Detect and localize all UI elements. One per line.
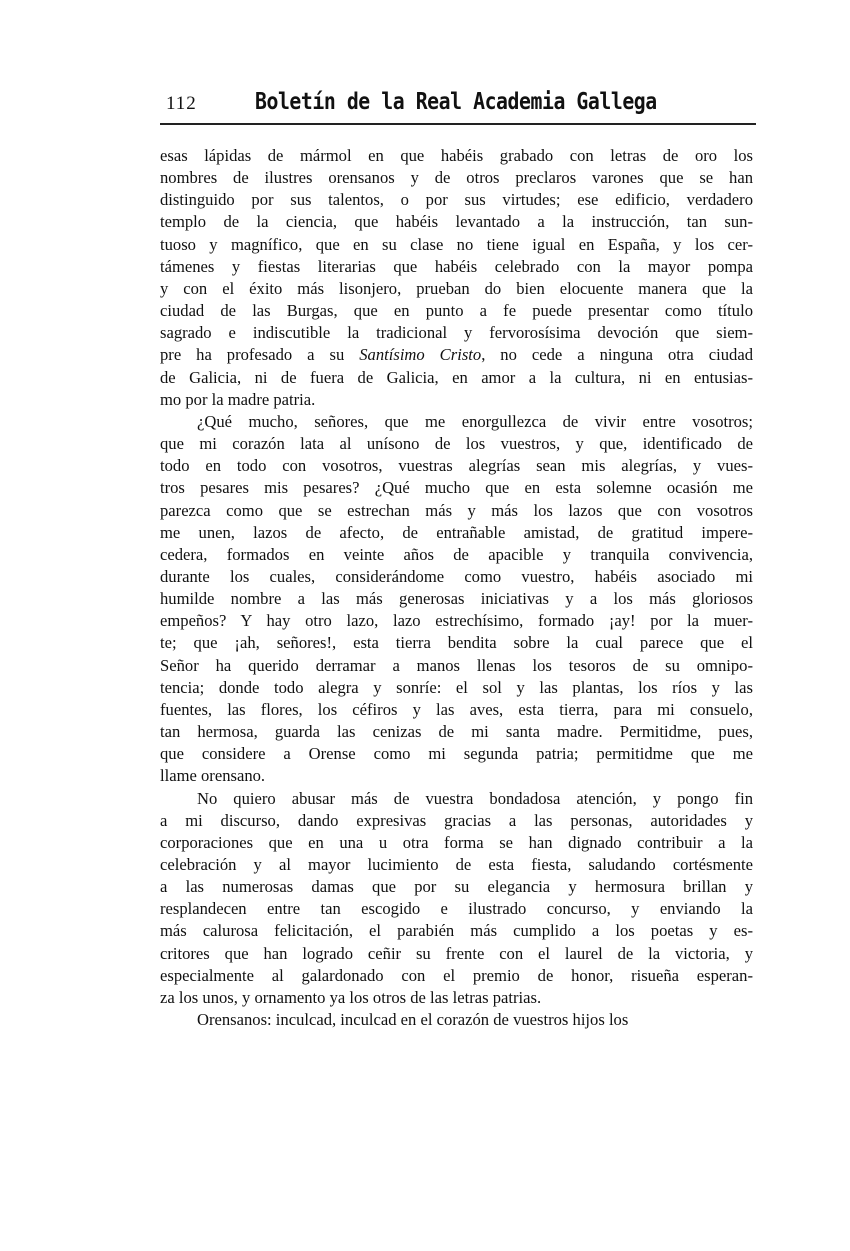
text-line: a mi discurso, dando expresivas gracias a las personas, autoridades y bbox=[160, 810, 753, 830]
paragraph bbox=[160, 1009, 753, 1031]
page-number: 112 bbox=[166, 93, 197, 114]
text-line: y con el éxito más lisonjero, prueban do bien elocuente manera que la bbox=[160, 278, 753, 298]
text-line: resplandecen entre tan escogido e ilustrado concurso, y enviando la bbox=[160, 899, 753, 919]
text-line: parezca como que se estrechan más y más los lazos que con vosotros bbox=[160, 500, 753, 520]
text-line: te; que ¡ah, señores!, esta tierra bendita sobre la cual parece que el bbox=[160, 633, 753, 653]
text-line: todo en todo con vosotros, vuestras alegrías sean mis alegrías, y vues- bbox=[160, 456, 753, 476]
text-line: humilde nombre a las más generosas iniciativas y a los más gloriosos bbox=[160, 589, 753, 609]
text-line: esas lápidas de mármol en que habéis grabado con letras de oro los bbox=[160, 146, 753, 165]
text-line: ¿Qué mucho, señores, que me enorgullezca de vivir entre vosotros; bbox=[197, 411, 753, 431]
text-line: nombres de ilustres orensanos y de otros preclaros varones que se han bbox=[160, 168, 753, 188]
text-line: sagrado e indiscutible la tradicional y fervorosísima devoción que siem- bbox=[160, 323, 753, 343]
text-line: celebración y al mayor lucimiento de esta fiesta, saludando cortésmente bbox=[160, 855, 753, 874]
text-line: za los unos, y ornamento ya los otros de las letras patrias. bbox=[160, 987, 542, 1007]
text-line: No quiero abusar más de vuestra bondadosa atención, y pongo fin bbox=[197, 788, 753, 808]
body-text bbox=[160, 145, 753, 1031]
text-line: critores que han logrado ceñir su frente con el laurel de la victoria, y bbox=[160, 943, 753, 963]
paragraph bbox=[160, 411, 753, 788]
text-line: tuoso y magnífico, que en su clase no tiene igual en España, y los cer- bbox=[160, 234, 753, 254]
text-line: Orensanos: inculcad, inculcad en el corazón de vuestros hijos los bbox=[197, 1010, 629, 1030]
text-line: tan hermosa, guarda las cenizas de mi santa madre. Permitidme, pues, bbox=[160, 722, 753, 742]
text-line: Señor ha querido derramar a manos llenas los tesoros de su omnipo- bbox=[160, 655, 753, 675]
text-line: mo por la madre patria. bbox=[160, 389, 316, 409]
paragraph bbox=[160, 145, 753, 411]
header-rule bbox=[160, 123, 756, 125]
paragraph bbox=[160, 788, 753, 1010]
text-line: durante los cuales, considerándome como vuestro, habéis asociado mi bbox=[160, 566, 753, 586]
text-line: distinguido por sus talentos, o por sus virtudes; ese edificio, verdadero bbox=[160, 190, 753, 210]
text-line: llame orensano. bbox=[160, 766, 266, 786]
text-line: me unen, lazos de afecto, de entrañable amistad, de gratitud impere- bbox=[160, 522, 753, 542]
text-line: cedera, formados en veinte años de apacible y tranquila convivencia, bbox=[160, 544, 753, 564]
text-line: tros pesares mis pesares? ¿Qué mucho que en esta solemne ocasión me bbox=[160, 478, 753, 498]
text-line: a las numerosas damas que por su elegancia y hermosura brillan y bbox=[160, 877, 753, 897]
text-line: ciudad de las Burgas, que en punto a fe puede presentar como título bbox=[160, 301, 753, 321]
text-line: pre ha profesado a su Santísimo Cristo, no cede a ninguna otra ciudad bbox=[160, 345, 753, 365]
text-line: fuentes, las flores, los céfiros y las aves, esta tierra, para mi consuelo, bbox=[160, 699, 753, 719]
text-line: tencia; donde todo alegra y sonríe: el sol y las plantas, los ríos y las bbox=[160, 677, 753, 697]
text-line: templo de la ciencia, que habéis levantado a la instrucción, tan sun- bbox=[160, 212, 753, 232]
text-line: corporaciones que en una u otra forma se han dignado contribuir a la bbox=[160, 832, 753, 852]
running-title: Boletín de la Real Academia Gallega bbox=[255, 89, 657, 115]
text-line: que considere a Orense como mi segunda patria; permitidme que me bbox=[160, 744, 753, 764]
text-line: que mi corazón lata al unísono de los vuestros, y que, identificado de bbox=[160, 434, 753, 454]
text-line: especialmente al galardonado con el premio de honor, risueña esperan- bbox=[160, 965, 753, 985]
text-line: empeños? Y hay otro lazo, lazo estrechísimo, formado ¡ay! por la muer- bbox=[160, 611, 753, 631]
text-line: de Galicia, ni de fuera de Galicia, en amor a la cultura, ni en entusias- bbox=[160, 367, 753, 387]
text-line: támenes y fiestas literarias que habéis celebrado con la mayor pompa bbox=[160, 256, 753, 276]
italic-text: Santísimo Cristo bbox=[359, 345, 482, 365]
text-line: más calurosa felicitación, el parabién más cumplido a los poetas y es- bbox=[160, 921, 753, 941]
